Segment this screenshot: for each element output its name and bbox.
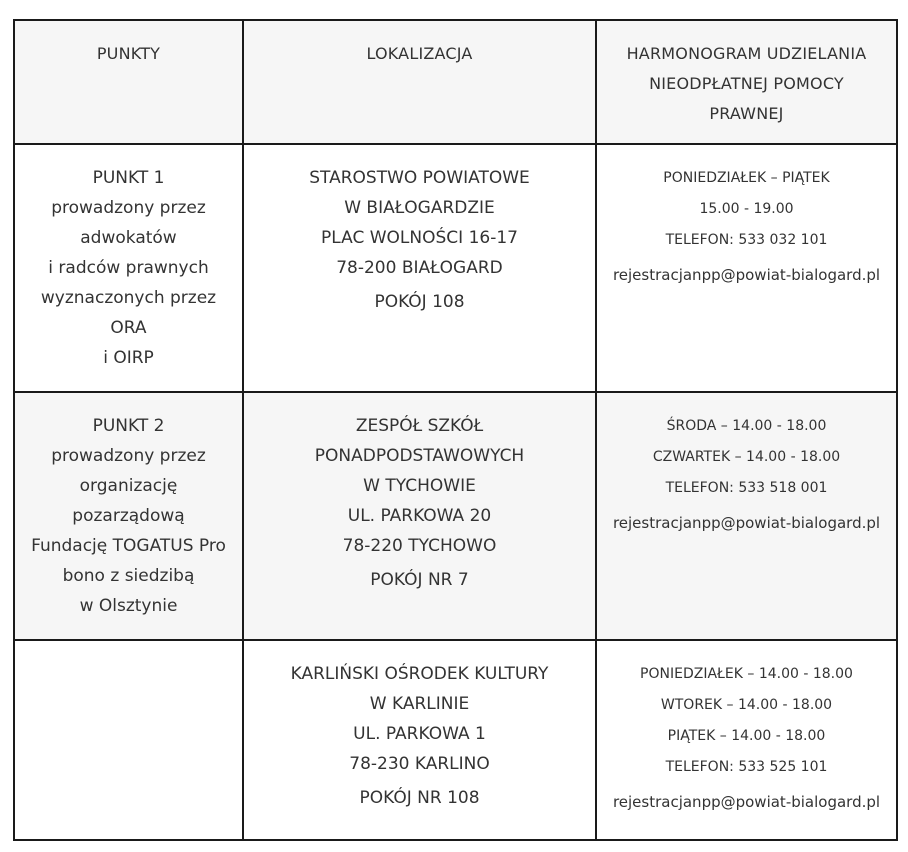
email-address: rejestracjanpp@powiat-bialogard.pl	[612, 514, 881, 532]
punkt-cell	[14, 640, 243, 840]
room-number: POKÓJ 108	[374, 292, 465, 312]
legal-aid-schedule-table	[13, 19, 898, 841]
lokalizacja-cell: STAROSTWO POWIATOWE W BIAŁOGARDZIE PLAC WOLNOŚCI 16-17 78-200 BIAŁOGARD POKÓJ 108	[243, 144, 596, 392]
email-address: rejestracjanpp@powiat-bialogard.pl	[612, 266, 881, 284]
header-harmonogram: HARMONOGRAM UDZIELANIA NIEODPŁATNEJ POMOCY PRAWNEJ	[596, 20, 897, 144]
table-row	[14, 144, 897, 392]
harmonogram-cell: PONIEDZIAŁEK – 14.00 - 18.00 WTOREK – 14.00 - 18.00 PIĄTEK – 14.00 - 18.00 TELEFON: 533 525 101 rejestracjanpp@powiat-bialogard.pl	[596, 640, 897, 840]
punkt-cell: PUNKT 1 prowadzony przez adwokatów i radców prawnych wyznaczonych przez ORA i OIRP	[14, 144, 243, 392]
header-punkty: PUNKTY	[14, 20, 243, 144]
punkt-cell: PUNKT 2 prowadzony przez organizację pozarządową Fundację TOGATUS Pro bono z siedzibą w Olsztynie	[14, 392, 243, 640]
email-address: rejestracjanpp@powiat-bialogard.pl	[612, 793, 881, 811]
harmonogram-cell: ŚRODA – 14.00 - 18.00 CZWARTEK – 14.00 - 18.00 TELEFON: 533 518 001 rejestracjanpp@powiat-bialogard.pl	[596, 392, 897, 640]
table-row	[14, 392, 897, 640]
lokalizacja-cell: ZESPÓŁ SZKÓŁ PONADPODSTAWOWYCH W TYCHOWIE UL. PARKOWA 20 78-220 TYCHOWO POKÓJ NR 7	[243, 392, 596, 640]
room-number: POKÓJ NR 7	[370, 570, 469, 590]
header-lokalizacja: LOKALIZACJA	[243, 20, 596, 144]
header-row	[14, 20, 897, 144]
room-number: POKÓJ NR 108	[359, 788, 480, 808]
harmonogram-cell: PONIEDZIAŁEK – PIĄTEK 15.00 - 19.00 TELEFON: 533 032 101 rejestracjanpp@powiat-bialogard.pl	[596, 144, 897, 392]
lokalizacja-cell: KARLIŃSKI OŚRODEK KULTURY W KARLINIE UL. PARKOWA 1 78-230 KARLINO POKÓJ NR 108	[243, 640, 596, 840]
table-row	[14, 640, 897, 840]
